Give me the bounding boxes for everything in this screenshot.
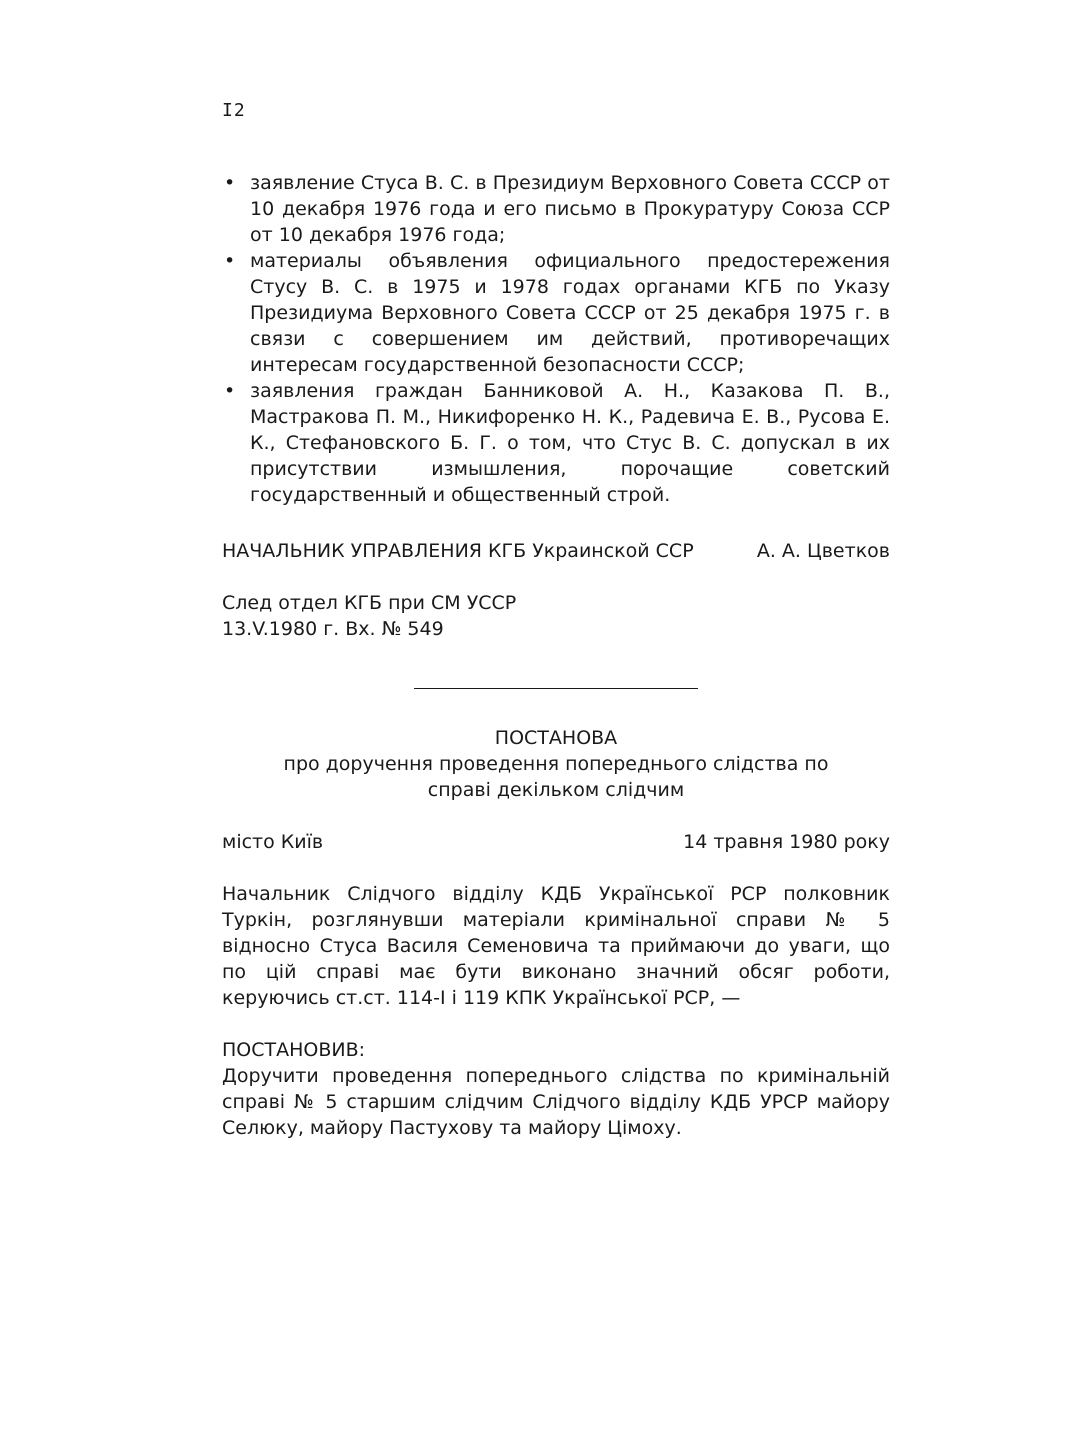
resolution-body: Начальник Слідчого відділу КДБ Української РСР полковник Туркін, розглянувши матеріали кримінальної справи № 5 відносно Стуса Василя Семеновича та приймаючи до уваги, що по цій справі має бути виконано значний обсяг роботи, керуючись ст.ст. 114-І і 119 КПК Української РСР, — xyxy=(222,883,890,1009)
decision-text: Доручити проведення попереднього слідства по кримінальній справі № 5 старшим слідчим Слідчого відділу КДБ УРСР майору Селюку, майору Пастухову та майору Цімоху. xyxy=(222,1065,890,1139)
resolution-title: ПОСТАНОВА xyxy=(494,727,618,749)
list-item-text: заявление Стуса В. С. в Президиум Верховного Совета СССР от 10 декабря 1976 года и его письмо в Прокуратуру Союза ССР от 10 декабря 1976 года; xyxy=(250,172,890,246)
decision-heading: ПОСТАНОВИВ: xyxy=(222,1039,366,1061)
list-item xyxy=(222,170,890,248)
place-date-row xyxy=(222,829,890,855)
bullet-icon: • xyxy=(224,172,236,194)
registry-entry: 13.V.1980 г. Вх. № 549 xyxy=(222,618,444,640)
signatory-name: А. А. Цветков xyxy=(756,540,890,562)
list-item xyxy=(222,248,890,378)
registry-stamp xyxy=(222,590,890,642)
list-item xyxy=(222,378,890,508)
page-number: I2 xyxy=(222,100,246,121)
resolution-date: 14 травня 1980 року xyxy=(683,831,890,853)
resolution-subtitle: про доручення проведення попереднього слідства по справі декільком слідчим xyxy=(283,753,829,801)
registry-department: След отдел КГБ при СМ УССР xyxy=(222,592,517,614)
signatory-position: НАЧАЛЬНИК УПРАВЛЕНИЯ КГБ Украинской ССР xyxy=(222,540,694,562)
signature-block xyxy=(222,538,890,564)
list-item-text: материалы объявления официального предостережения Стусу В. С. в 1975 и 1978 годах органами КГБ по Указу Президиума Верховного Совета СССР от 25 декабря 1975 г. в связи с совершением им действий, противоречащих интересам государственной безопасности СССР; xyxy=(250,250,890,376)
section-divider xyxy=(414,688,698,689)
list-item-text: заявления граждан Банниковой А. Н., Казакова П. В., Мастракова П. М., Никифоренко Н. К., Радевича Е. В., Русова Е. К., Стефановского Б. Г. о том, что Стус В. С. допускал в их присутствии измышления, порочащие советский государственный и общественный строй. xyxy=(250,380,890,506)
bullet-icon: • xyxy=(224,380,236,402)
bullet-icon: • xyxy=(224,250,236,272)
document-body xyxy=(222,170,890,1141)
resolution-city: місто Київ xyxy=(222,831,324,853)
evidence-list xyxy=(222,170,890,508)
